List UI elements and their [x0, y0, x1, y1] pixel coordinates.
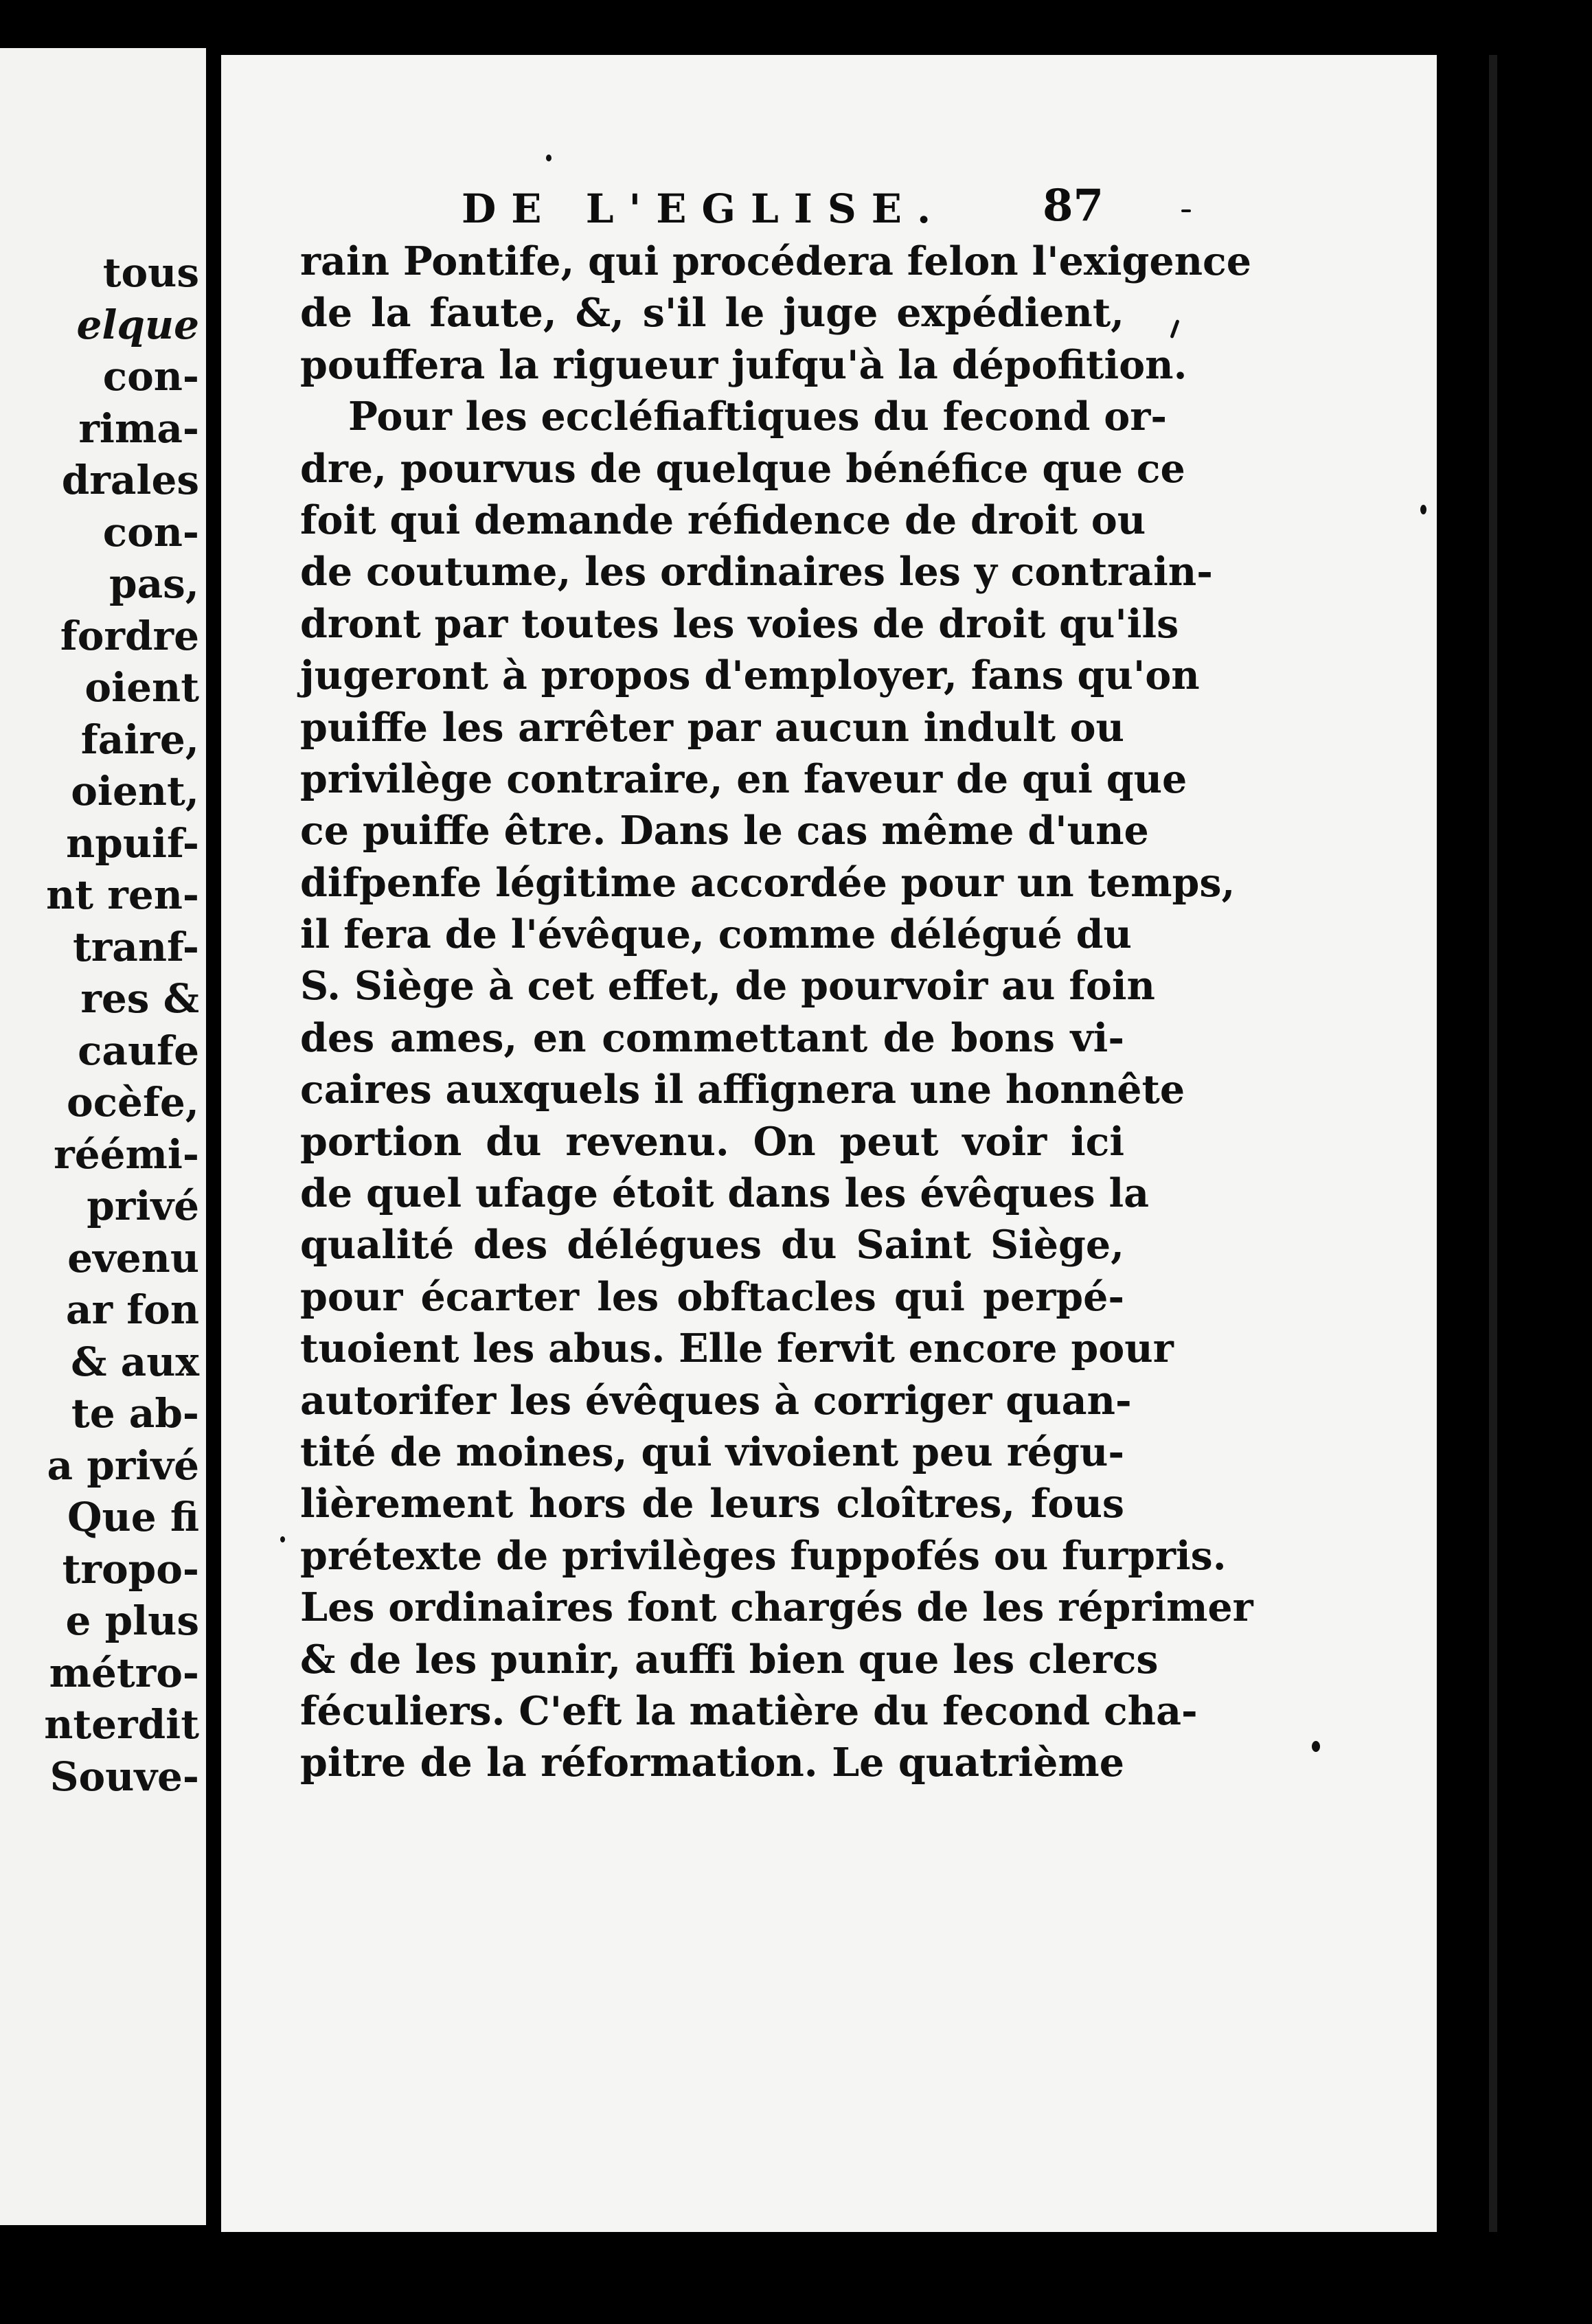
left-line: Souve- [49, 1753, 199, 1800]
body-line: foit qui demande réfidence de droit ou [300, 497, 1146, 543]
body-line: des ames, en commettant de bons vi- [300, 1014, 1124, 1061]
body-line: il fera de l'évêque, comme délégué du [300, 911, 1132, 958]
left-line: réémi- [54, 1130, 199, 1178]
left-line: fordre [60, 612, 199, 659]
body-line: dre, pourvus de quelque bénéfice que ce [300, 445, 1185, 492]
left-line: tropo- [62, 1545, 199, 1593]
left-line: Que fi [67, 1494, 199, 1540]
left-line: nterdit [44, 1701, 199, 1748]
left-line: oient [84, 664, 199, 711]
body-line: autorifer les évêques à corriger quan- [300, 1377, 1132, 1424]
body-line: & de les punir, auffi bien que les clercs [300, 1636, 1159, 1683]
left-line: pas, [109, 560, 199, 607]
left-line: drales [61, 457, 199, 503]
left-line: evenu [67, 1234, 199, 1281]
body-text [300, 236, 1253, 1789]
body-line: féculiers. C'eft la matière du fecond cha- [300, 1687, 1198, 1734]
body-line: dront par toutes les voies de droit qu'ils [300, 600, 1179, 647]
left-line: privé [87, 1183, 199, 1229]
left-line: npuif- [66, 819, 199, 867]
ink-speck [1420, 505, 1426, 514]
left-line: a privé [47, 1442, 199, 1489]
ink-speck [1181, 209, 1191, 212]
body-line: difpenfe légitime accordée pour un temps, [300, 859, 1236, 906]
body-line: puiffe les arrêter par aucun indult ou [300, 704, 1124, 751]
body-line: de coutume, les ordinaires les y contrain- [300, 549, 1213, 595]
left-line: ar fon [65, 1286, 199, 1333]
body-line: Les ordinaires font chargés de les réprimer [300, 1584, 1253, 1631]
body-line: caires auxquels il affignera une honnête [300, 1067, 1185, 1113]
ink-speck [280, 1536, 285, 1542]
body-line: de quel ufage étoit dans les évêques la [300, 1170, 1150, 1217]
left-line: te ab- [71, 1390, 199, 1437]
left-line: con- [102, 508, 199, 556]
left-line: rima- [78, 405, 199, 452]
left-line: tous [102, 249, 199, 296]
left-line: elque [76, 301, 199, 348]
left-facing-page [0, 48, 206, 2225]
left-page-text-column [44, 247, 199, 1803]
body-line: tuoient les abus. Elle fervit encore pour [300, 1325, 1174, 1372]
body-line: tité de moines, qui vivoient peu régu- [300, 1428, 1124, 1475]
body-line: ce puiffe être. Dans le cas même d'une [300, 808, 1149, 854]
left-line: con- [102, 353, 199, 400]
body-line: lièrement hors de leurs cloîtres, fous [300, 1481, 1124, 1527]
page-number: 87 [1043, 180, 1104, 231]
body-line: portion du revenu. On peut voir ici [300, 1118, 1124, 1165]
left-line: nt ren- [46, 872, 199, 918]
body-line: privilège contraire, en faveur de qui que [300, 755, 1187, 802]
left-line: & aux [71, 1338, 199, 1385]
body-line: pitre de la réformation. Le quatrième [300, 1740, 1124, 1786]
body-line: Pour les eccléfiaftiques du fecond or- [348, 394, 1167, 440]
body-line: jugeront à propos d'employer, fans qu'on [300, 652, 1200, 699]
left-line: e plus [65, 1597, 199, 1644]
left-line: oient, [71, 768, 199, 814]
ink-speck [1312, 1741, 1320, 1752]
left-line: caufe [78, 1027, 199, 1074]
body-line: de la faute, &, s'il le juge expédient, [300, 290, 1124, 337]
left-line: res & [80, 975, 199, 1022]
left-line: faire, [80, 716, 199, 763]
ink-speck [546, 155, 551, 161]
body-line: pour écarter les obftacles qui perpé- [300, 1273, 1124, 1320]
body-line: S. Siège à cet effet, de pourvoir au foin [300, 963, 1155, 1010]
left-line: ocèfe, [67, 1079, 199, 1126]
page-edge-shadow [1489, 55, 1497, 2232]
body-line: qualité des délégues du Saint Siège, [300, 1222, 1124, 1268]
body-line: prétexte de privilèges fuppofés ou furpris. [300, 1532, 1227, 1579]
running-header-title: DE L'EGLISE. [462, 185, 946, 232]
body-line: rain Pontife, qui procédera felon l'exigence [300, 238, 1252, 284]
left-line: métro- [49, 1649, 199, 1696]
left-line: tranf- [72, 923, 199, 970]
body-line: pouffera la rigueur jufqu'à la dépofition. [300, 341, 1187, 388]
